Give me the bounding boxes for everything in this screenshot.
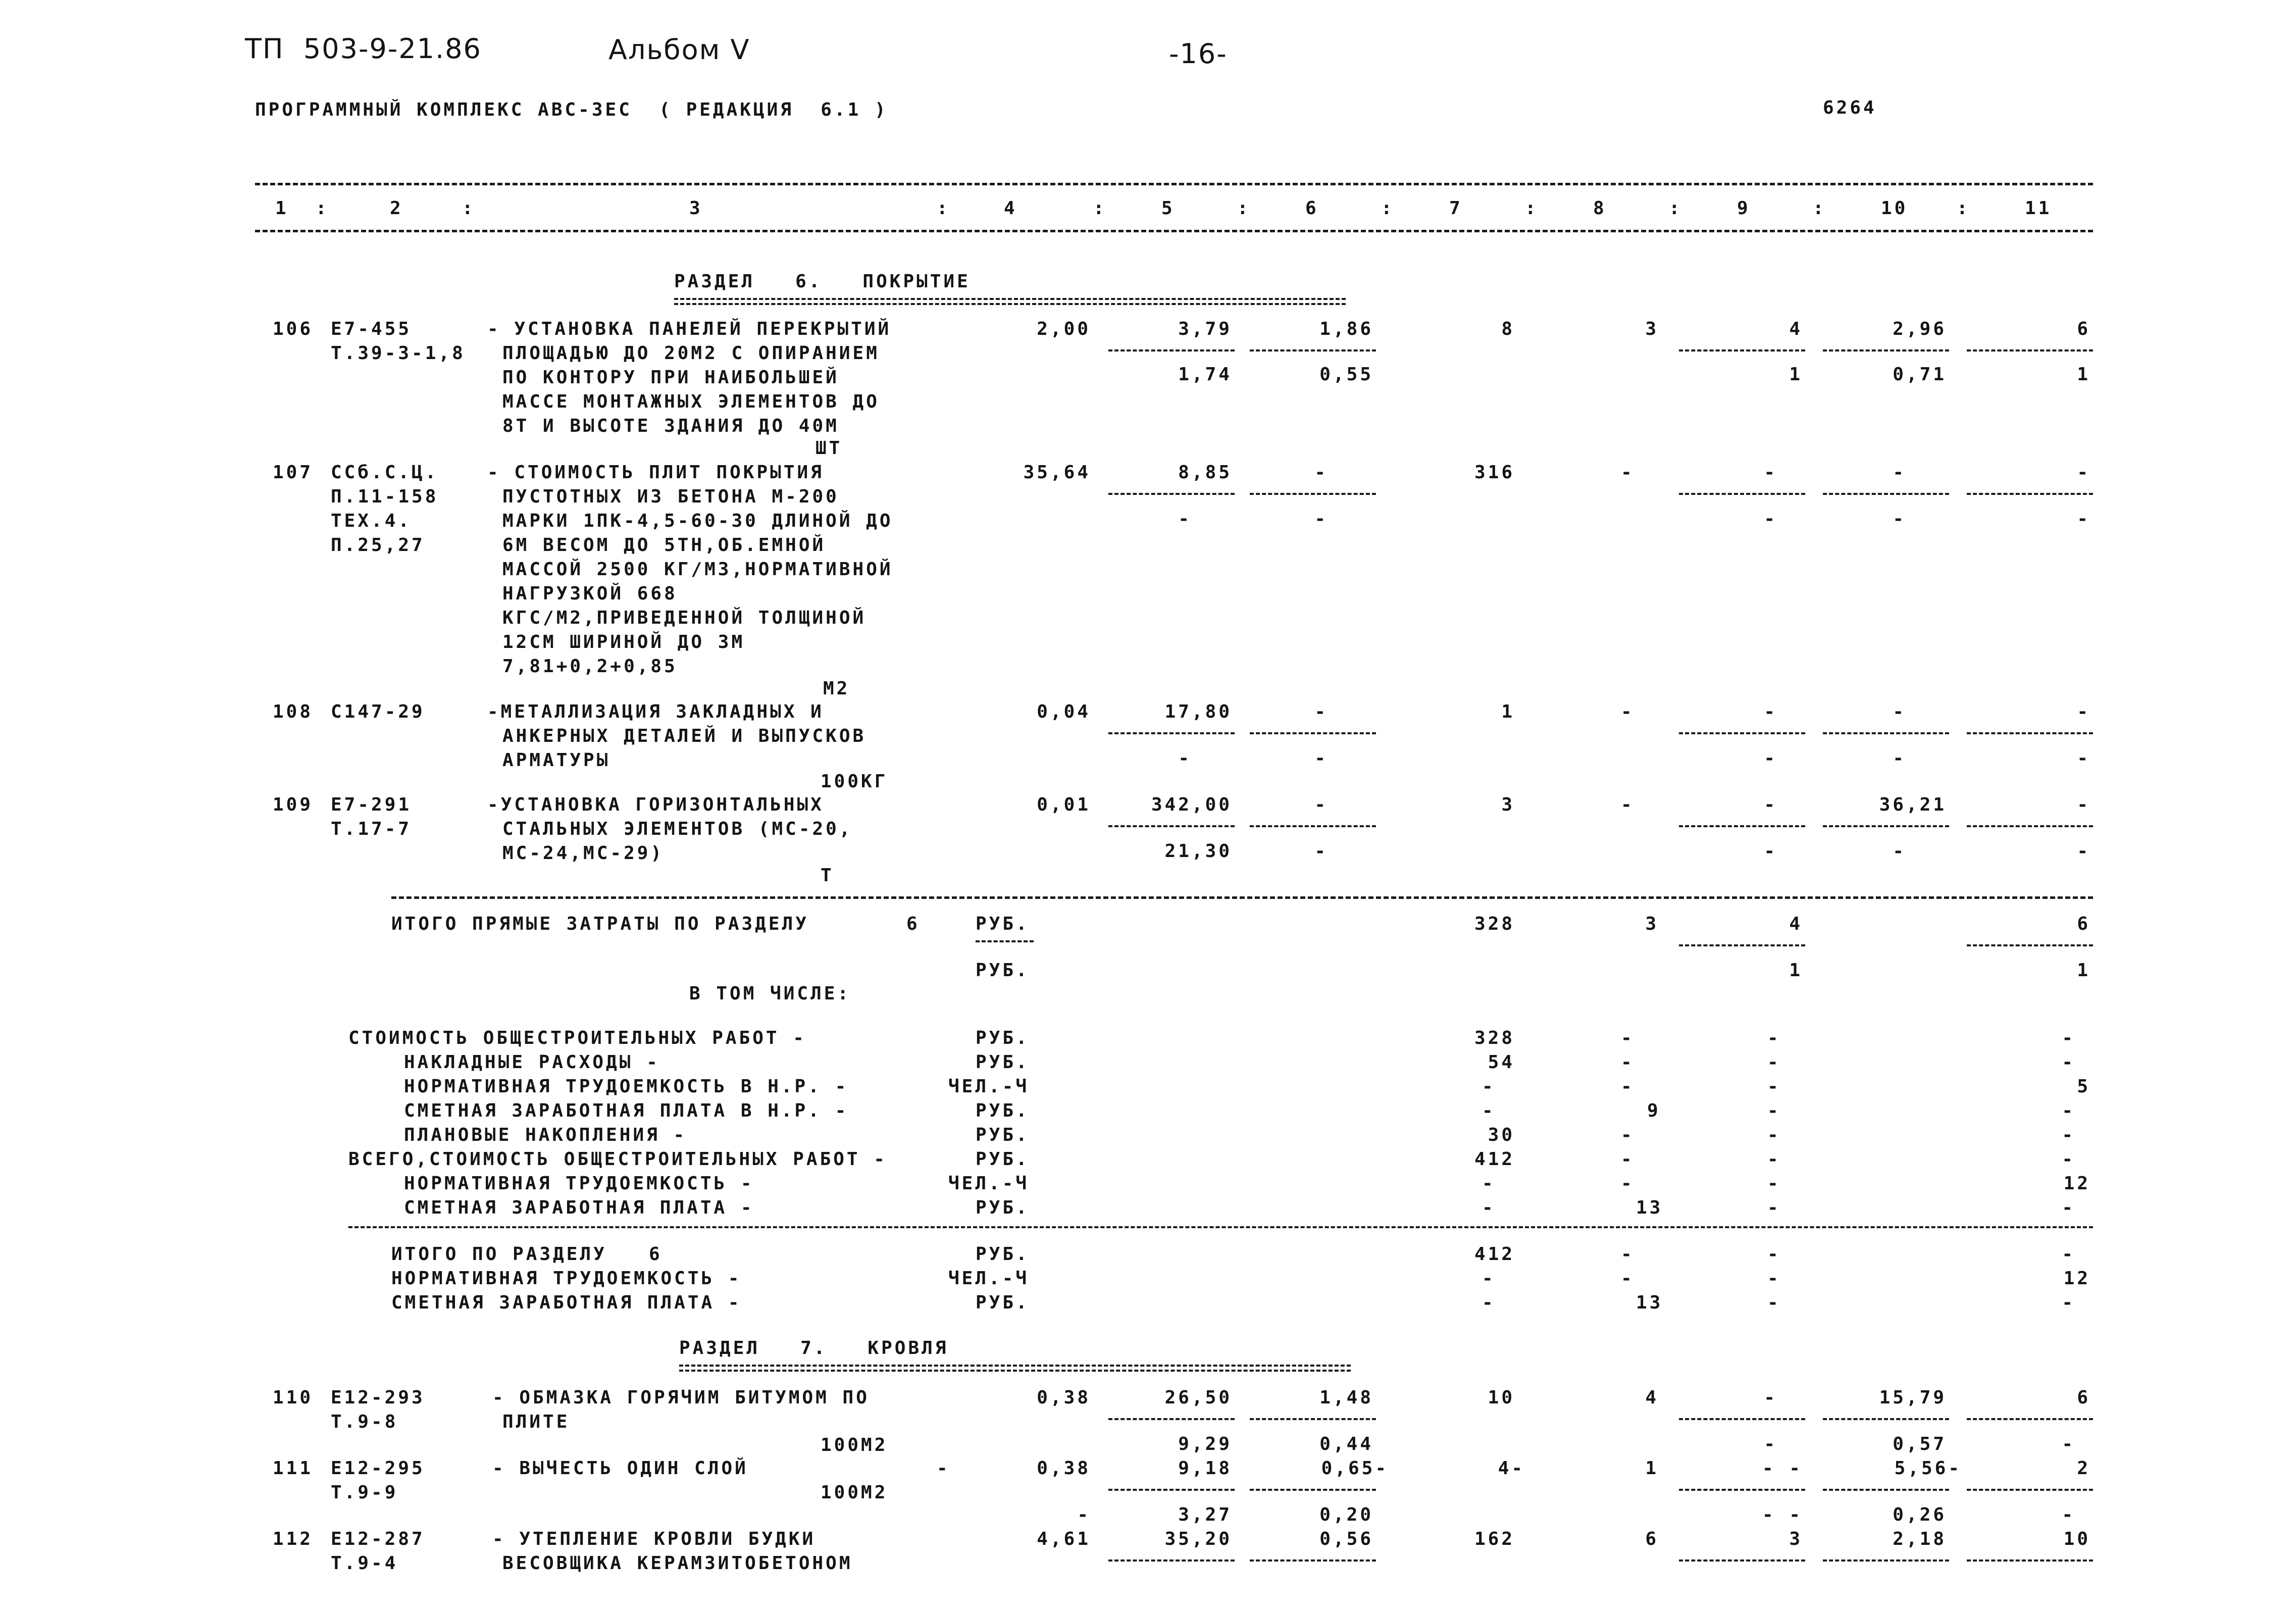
cell-c6: 1,86 (1319, 319, 1373, 339)
cell-c4: 0,01 (1037, 794, 1091, 815)
cell-c10-b: 0,26 (1893, 1504, 1947, 1525)
item-desc: ВЕСОВЩИКА КЕРАМЗИТОБЕТОНОМ (502, 1553, 853, 1574)
cell-c5-b: 1,74 (1178, 364, 1232, 385)
subline (1250, 1489, 1376, 1491)
cell-c9: - (1767, 1292, 1781, 1313)
cell-c5: 3,79 (1178, 319, 1232, 339)
section-total-label: ИТОГО ПО РАЗДЕЛУ (391, 1244, 607, 1265)
cell-c9: - (1767, 1028, 1781, 1048)
cell-c10: 2,96 (1893, 319, 1947, 339)
cell-c10-b: - (1893, 748, 1906, 769)
item-desc: МАССОЙ 2500 КГ/М3,НОРМАТИВНОЙ (502, 559, 893, 580)
cell-c6: 0,65- (1321, 1458, 1389, 1479)
section-6-underline (674, 298, 1346, 305)
cell-c9: - (1767, 1052, 1781, 1073)
breakdown-unit: РУБ. (976, 1149, 1030, 1170)
subline (1679, 1559, 1805, 1562)
cell-c9-b: 1 (1789, 364, 1803, 385)
item-code: Т.9-4 (331, 1553, 398, 1574)
item-code: С147-29 (331, 701, 425, 722)
cell-c10: 5,56- (1894, 1458, 1962, 1479)
cell-c8: - (1621, 1173, 1635, 1194)
document-code: ТП 503-9-21.86 (245, 33, 482, 65)
breakdown-unit: РУБ. (976, 1052, 1030, 1073)
col-8: 8 (1593, 198, 1607, 219)
col-sep: : (937, 198, 950, 219)
cell-c10-b: - (1893, 841, 1906, 862)
section-total-sub: СМЕТНАЯ ЗАРАБОТНАЯ ПЛАТА - (391, 1292, 742, 1313)
cell-c10-b: 0,57 (1893, 1434, 1947, 1454)
cell-c11-b: - (2077, 748, 2090, 769)
cell-c8: 13 (1636, 1292, 1663, 1313)
cell-c11: 12 (2063, 1268, 2090, 1289)
cell-c9: - (1764, 794, 1777, 815)
subline (1250, 1418, 1376, 1420)
cell-c8: 6 (1645, 1529, 1659, 1549)
col-sep: : (1957, 198, 1970, 219)
section-total-rule (348, 1226, 2093, 1228)
section-7-underline (679, 1365, 1351, 1372)
item-no: 106 (273, 319, 314, 339)
cell-c11: 10 (2063, 1529, 2090, 1549)
cell-c7: 54 (1488, 1052, 1515, 1073)
cell-c4: 0,38 (1037, 1458, 1091, 1479)
col-sep: : (462, 198, 476, 219)
cell-c11: - (2077, 794, 2090, 815)
cell-c5-b: 21,30 (1164, 841, 1232, 862)
cell-c9: - (1767, 1076, 1781, 1097)
cell-c8: 4 (1645, 1387, 1659, 1408)
item-desc: ПО КОНТОРУ ПРИ НАИБОЛЬШЕЙ (502, 367, 839, 388)
cell-c8: - (1621, 1076, 1635, 1097)
cell-c11: - (2062, 1292, 2075, 1313)
subline (1823, 732, 1949, 734)
cell-c10: - (1893, 462, 1906, 483)
subline (1108, 1559, 1235, 1562)
cell-c7: - (1482, 1197, 1496, 1218)
cell-c11: 6 (2077, 319, 2090, 339)
cell-c5: 35,20 (1164, 1529, 1232, 1549)
item-desc: АРМАТУРЫ (502, 750, 610, 771)
item-unit: 100М2 (821, 1435, 888, 1455)
subline (1967, 1559, 2093, 1562)
col-10: 10 (1881, 198, 1908, 219)
sheet-code: 6264 (1823, 97, 1877, 118)
cell-c8: - (1621, 1268, 1635, 1289)
cell-c7: 316 (1474, 462, 1515, 483)
cell-c7: 328 (1474, 1028, 1515, 1048)
item-desc: -МЕТАЛЛИЗАЦИЯ ЗАКЛАДНЫХ И (487, 701, 824, 722)
col-4: 4 (1004, 198, 1017, 219)
cell-c8: - (1621, 1125, 1635, 1145)
cell-c11: - (2062, 1100, 2075, 1121)
cell-c7: 30 (1488, 1125, 1515, 1145)
item-desc: - СТОИМОСТЬ ПЛИТ ПОКРЫТИЯ (487, 462, 824, 483)
subline (1679, 825, 1805, 827)
item-desc: НАГРУЗКОЙ 668 (502, 583, 678, 604)
col-sep: : (316, 198, 329, 219)
subline (1250, 1559, 1376, 1562)
cell-c9-b: 1 (1789, 960, 1803, 981)
item-desc: АНКЕРНЫХ ДЕТАЛЕЙ И ВЫПУСКОВ (502, 726, 866, 746)
cell-c10: 2,18 (1893, 1529, 1947, 1549)
cell-c11: 2 (2077, 1458, 2090, 1479)
cell-c5-b: 3,27 (1178, 1504, 1232, 1525)
cell-c7: 412 (1474, 1244, 1515, 1265)
item-desc: СТАЛЬНЫХ ЭЛЕМЕНТОВ (МС-20, (502, 819, 853, 839)
cell-c6-b: - (1314, 748, 1328, 769)
col-sep: : (1813, 198, 1826, 219)
breakdown-label: НОРМАТИВНАЯ ТРУДОЕМКОСТЬ - (404, 1173, 754, 1194)
cell-c10: 15,79 (1879, 1387, 1947, 1408)
item-code: Е12-295 (331, 1458, 425, 1479)
header-top-rule (255, 183, 2093, 185)
cell-c7: 328 (1474, 914, 1515, 934)
subline (1108, 493, 1235, 495)
cell-c11: 6 (2077, 1387, 2090, 1408)
item-no: 107 (273, 462, 314, 483)
cell-c7: 3 (1501, 794, 1515, 815)
cell-c9: - (1767, 1149, 1781, 1170)
cell-c6: - (1314, 701, 1328, 722)
breakdown-label: ВСЕГО,СТОИМОСТЬ ОБЩЕСТРОИТЕЛЬНЫХ РАБОТ - (348, 1149, 887, 1170)
subline (1108, 1489, 1235, 1491)
cell-c10-b: - (1893, 509, 1906, 529)
col-11: 11 (2025, 198, 2052, 219)
cell-c6-b: 0,44 (1319, 1434, 1373, 1454)
cell-c9-b: - (1764, 509, 1777, 529)
item-code: Е7-291 (331, 794, 412, 815)
col-sep: : (1093, 198, 1107, 219)
item-code: Т.39-3-1,8 (331, 343, 466, 364)
item-code: Е7-455 (331, 319, 412, 339)
col-sep: : (1381, 198, 1395, 219)
item-desc: - ВЫЧЕСТЬ ОДИН СЛОЙ (492, 1458, 748, 1479)
item-code: П.11-158 (331, 486, 439, 507)
subline (976, 940, 1034, 942)
breakdown-label: СТОИМОСТЬ ОБЩЕСТРОИТЕЛЬНЫХ РАБОТ - (348, 1028, 806, 1048)
item-code: Т.17-7 (331, 819, 412, 839)
item-unit: ШТ (815, 438, 843, 459)
cell-c11: - (2062, 1149, 2075, 1170)
cell-c11-b: - (2062, 1434, 2075, 1454)
cell-c5: 342,00 (1151, 794, 1232, 815)
header-bottom-rule (255, 230, 2093, 232)
cell-c5: 17,80 (1164, 701, 1232, 722)
cell-c5-b: 9,29 (1178, 1434, 1232, 1454)
subline (1823, 349, 1949, 351)
subline (1967, 732, 2093, 734)
cell-c8: 9 (1647, 1100, 1661, 1121)
cell-c10: - (1893, 701, 1906, 722)
cell-c8: 1 (1645, 1458, 1659, 1479)
cell-c7: 10 (1488, 1387, 1515, 1408)
subline (1823, 1559, 1949, 1562)
cell-c9-b: - (1764, 748, 1777, 769)
cell-c11: - (2062, 1028, 2075, 1048)
cell-c11: - (2062, 1244, 2075, 1265)
cell-c9: 3 (1789, 1529, 1803, 1549)
cell-c8: - (1621, 1028, 1635, 1048)
breakdown-unit: ЧЕЛ.-Ч (948, 1173, 1030, 1194)
subline (1250, 349, 1376, 351)
cell-c7: - (1482, 1100, 1496, 1121)
item-desc: 8Т И ВЫСОТЕ ЗДАНИЯ ДО 40М (502, 416, 839, 436)
subline (1967, 349, 2093, 351)
subline (1967, 1489, 2093, 1491)
totals-rule (391, 896, 2093, 899)
subline (1679, 1489, 1805, 1491)
cell-c6: - (1314, 794, 1328, 815)
cell-c9: - (1764, 1387, 1777, 1408)
cell-c8: 13 (1636, 1197, 1663, 1218)
cell-c7: 162 (1474, 1529, 1515, 1549)
subline (1250, 732, 1376, 734)
subline (1823, 1489, 1949, 1491)
cell-c10-b: 0,71 (1893, 364, 1947, 385)
subline (1967, 493, 2093, 495)
subline (1823, 825, 1949, 827)
item-code: ССб.С.Ц. (331, 462, 439, 483)
cell-c9: - - (1762, 1458, 1803, 1479)
cell-c6: 0,56 (1319, 1529, 1373, 1549)
breakdown-label: НАКЛАДНЫЕ РАСХОДЫ - (404, 1052, 660, 1073)
item-unit: М2 (823, 678, 850, 699)
cell-c9: - (1767, 1100, 1781, 1121)
subline (1679, 349, 1805, 351)
cell-c4-b: - (1077, 1504, 1091, 1525)
col-sep: : (1669, 198, 1682, 219)
cell-c11: 6 (2077, 914, 2090, 934)
item-desc: КГС/М2,ПРИВЕДЕННОЙ ТОЛЩИНОЙ (502, 608, 866, 628)
breakdown-label: СМЕТНАЯ ЗАРАБОТНАЯ ПЛАТА - (404, 1197, 754, 1218)
breakdown-unit: РУБ. (976, 1197, 1030, 1218)
col-3: 3 (689, 198, 703, 219)
cell-c4: 0,04 (1037, 701, 1091, 722)
cell-c9: - (1764, 701, 1777, 722)
cell-c9: - (1767, 1268, 1781, 1289)
cell-c9: 4 (1789, 319, 1803, 339)
item-desc: - УТЕПЛЕНИЕ КРОВЛИ БУДКИ (492, 1529, 816, 1549)
section-total-sub: НОРМАТИВНАЯ ТРУДОЕМКОСТЬ - (391, 1268, 742, 1289)
section-total-unit: РУБ. (976, 1292, 1030, 1313)
cell-c11: - (2062, 1052, 2075, 1073)
section-7-title: РАЗДЕЛ 7. КРОВЛЯ (679, 1338, 949, 1358)
col-7: 7 (1449, 198, 1463, 219)
subline (1679, 732, 1805, 734)
subline (1679, 1418, 1805, 1420)
cell-c5: 26,50 (1164, 1387, 1232, 1408)
breakdown-unit: РУБ. (976, 1100, 1030, 1121)
item-desc: ПЛИТЕ (502, 1412, 570, 1432)
item-code: Е12-287 (331, 1529, 425, 1549)
cell-c11: 12 (2063, 1173, 2090, 1194)
col-sep: : (1237, 198, 1251, 219)
totals-unit: РУБ. (976, 914, 1030, 934)
cell-c9: - (1767, 1244, 1781, 1265)
item-code: Т.9-8 (331, 1412, 398, 1432)
item-desc: 7,81+0,2+0,85 (502, 656, 678, 677)
cell-c11: - (2062, 1125, 2075, 1145)
cell-c8: - (1621, 1244, 1635, 1265)
col-6: 6 (1305, 198, 1319, 219)
cell-c4: 2,00 (1037, 319, 1091, 339)
subline (1679, 944, 1805, 946)
subline (1679, 493, 1805, 495)
cell-c5-b: - (1178, 748, 1192, 769)
cell-c11: 5 (2077, 1076, 2090, 1097)
cell-c9: - (1767, 1125, 1781, 1145)
cell-c9-b: - (1764, 841, 1777, 862)
subline (1108, 349, 1235, 351)
item-no: 110 (273, 1387, 314, 1408)
item-unit: Т (821, 865, 834, 886)
cell-c6: - (1314, 462, 1328, 483)
subline (1108, 1418, 1235, 1420)
totals-unit: РУБ. (976, 960, 1030, 981)
cell-c5: 8,85 (1178, 462, 1232, 483)
item-desc: - ОБМАЗКА ГОРЯЧИМ БИТУМОМ ПО (492, 1387, 870, 1408)
cell-c7: 412 (1474, 1149, 1515, 1170)
cell-c9-b: - (1764, 1434, 1777, 1454)
cell-c7: - (1482, 1268, 1496, 1289)
including-label: В ТОМ ЧИСЛЕ: (689, 983, 851, 1004)
cell-c9: - (1764, 462, 1777, 483)
subline (1250, 493, 1376, 495)
subline (1823, 1418, 1949, 1420)
cell-c6-b: 0,20 (1319, 1504, 1373, 1525)
cell-c6: 1,48 (1319, 1387, 1373, 1408)
subline (1967, 825, 2093, 827)
col-sep: : (1525, 198, 1539, 219)
cell-c11-b: 1 (2077, 960, 2090, 981)
cell-c5: 9,18 (1178, 1458, 1232, 1479)
subline (1108, 732, 1235, 734)
item-no: 108 (273, 701, 314, 722)
subline (1250, 825, 1376, 827)
item-desc: ПУСТОТНЫХ ИЗ БЕТОНА М-200 (502, 486, 839, 507)
item-desc: МАРКИ 1ПК-4,5-60-30 ДЛИНОЙ ДО (502, 511, 893, 531)
subline (1967, 1418, 2093, 1420)
totals-section: 6 (906, 914, 920, 934)
cell-c6-b: 0,55 (1319, 364, 1373, 385)
cell-c8: - (1621, 462, 1635, 483)
cell-c7: - (1482, 1173, 1496, 1194)
item-unit: 100М2 (821, 1482, 888, 1503)
program-title: ПРОГРАММНЫЙ КОМПЛЕКС АВС-ЗЕС ( РЕДАКЦИЯ 6.1 ) (255, 99, 888, 120)
cell-c11-b: - (2077, 841, 2090, 862)
breakdown-label: ПЛАНОВЫЕ НАКОПЛЕНИЯ - (404, 1125, 687, 1145)
cell-c4: 4,61 (1037, 1529, 1091, 1549)
item-no: 109 (273, 794, 314, 815)
cell-c9: 4 (1789, 914, 1803, 934)
cell-c9-b: - - (1762, 1504, 1803, 1525)
item-unit: 100КГ (821, 771, 888, 792)
item-desc: 12СМ ШИРИНОЙ ДО 3М (502, 632, 745, 652)
section-6-title: РАЗДЕЛ 6. ПОКРЫТИЕ (674, 271, 971, 292)
cell-c11-b: - (2062, 1504, 2075, 1525)
item-code: Т.9-9 (331, 1482, 398, 1503)
item-desc: МС-24,МС-29) (502, 843, 665, 864)
item-desc: ПЛОЩАДЬЮ ДО 20М2 С ОПИРАНИЕМ (502, 343, 880, 364)
cell-c7: 1 (1501, 701, 1515, 722)
col-5: 5 (1161, 198, 1175, 219)
section-total-num: 6 (649, 1244, 662, 1265)
item-desc: - УСТАНОВКА ПАНЕЛЕЙ ПЕРЕКРЫТИЙ (487, 319, 892, 339)
col-9: 9 (1737, 198, 1751, 219)
cell-c9: - (1767, 1173, 1781, 1194)
section-total-unit: РУБ. (976, 1244, 1030, 1265)
breakdown-label: СМЕТНАЯ ЗАРАБОТНАЯ ПЛАТА В Н.Р. - (404, 1100, 849, 1121)
item-code: ТЕХ.4. (331, 511, 412, 531)
breakdown-label: НОРМАТИВНАЯ ТРУДОЕМКОСТЬ В Н.Р. - (404, 1076, 849, 1097)
cell-c7: 4- (1498, 1458, 1525, 1479)
item-no: 112 (273, 1529, 314, 1549)
cell-c8: - (1621, 1052, 1635, 1073)
col-2: 2 (390, 198, 403, 219)
cell-c11-b: - (2077, 509, 2090, 529)
section-total-unit: ЧЕЛ.-Ч (948, 1268, 1030, 1289)
cell-c5-b: - (1178, 509, 1192, 529)
cell-c9: - (1767, 1197, 1781, 1218)
cell-c11: - (2062, 1197, 2075, 1218)
item-mark: - (937, 1458, 950, 1479)
cell-c8: - (1621, 794, 1635, 815)
subline (1967, 944, 2093, 946)
cell-c8: - (1621, 701, 1635, 722)
cell-c4: 35,64 (1023, 462, 1091, 483)
cell-c4: 0,38 (1037, 1387, 1091, 1408)
col-1: 1 (275, 198, 289, 219)
item-desc: -УСТАНОВКА ГОРИЗОНТАЛЬНЫХ (487, 794, 824, 815)
item-code: Е12-293 (331, 1387, 425, 1408)
cell-c11: - (2077, 701, 2090, 722)
cell-c7: 8 (1501, 319, 1515, 339)
item-desc: 6М ВЕСОМ ДО 5ТН,ОБ.ЕМНОЙ (502, 535, 826, 556)
totals-label: ИТОГО ПРЯМЫЕ ЗАТРАТЫ ПО РАЗДЕЛУ (391, 914, 809, 934)
breakdown-unit: ЧЕЛ.-Ч (948, 1076, 1030, 1097)
cell-c6-b: - (1314, 841, 1328, 862)
cell-c10: 36,21 (1879, 794, 1947, 815)
cell-c8: 3 (1645, 914, 1659, 934)
cell-c6-b: - (1314, 509, 1328, 529)
cell-c7: - (1482, 1292, 1496, 1313)
subline (1108, 825, 1235, 827)
album-label: Альбом V (608, 34, 750, 66)
item-code: П.25,27 (331, 535, 425, 556)
item-no: 111 (273, 1458, 314, 1479)
cell-c8: - (1621, 1149, 1635, 1170)
cell-c8: 3 (1645, 319, 1659, 339)
cell-c11: - (2077, 462, 2090, 483)
breakdown-unit: РУБ. (976, 1125, 1030, 1145)
breakdown-unit: РУБ. (976, 1028, 1030, 1048)
cell-c11-b: 1 (2077, 364, 2090, 385)
subline (1823, 493, 1949, 495)
cell-c7: - (1482, 1076, 1496, 1097)
item-desc: МАССЕ МОНТАЖНЫХ ЭЛЕМЕНТОВ ДО (502, 391, 880, 412)
page-number: -16- (1169, 38, 1228, 70)
